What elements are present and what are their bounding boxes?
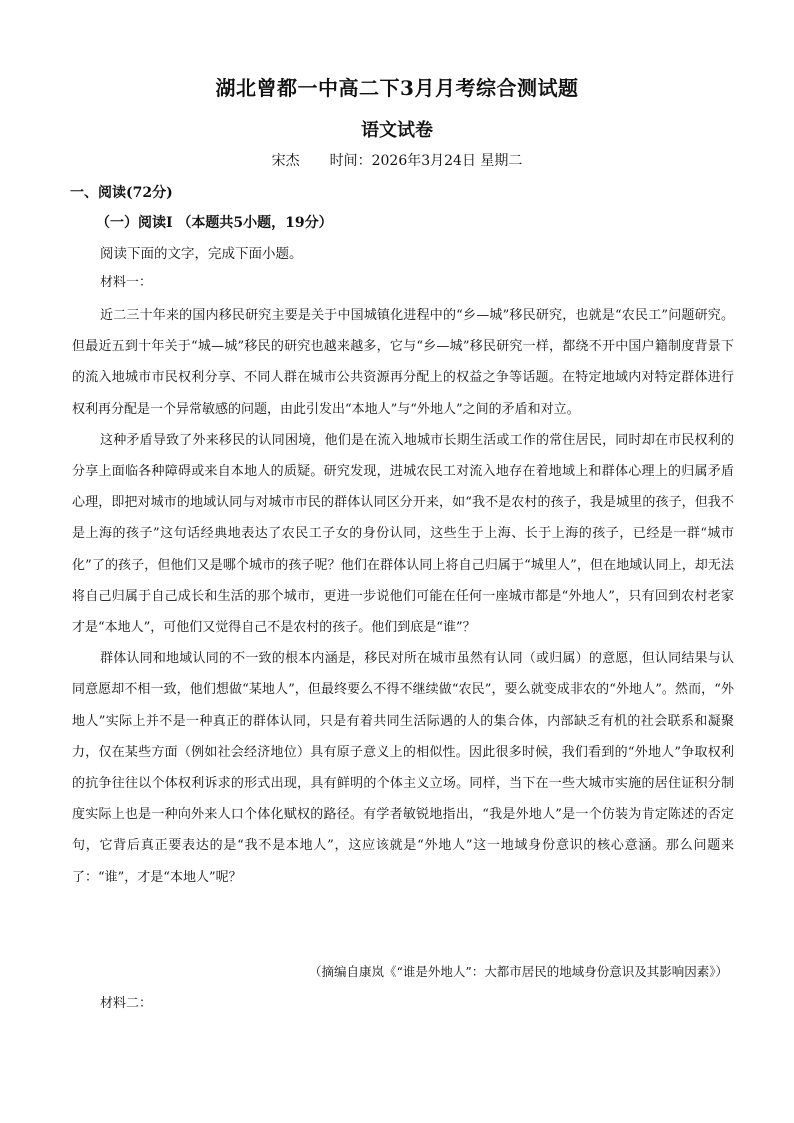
paragraph: 群体认同和地域认同的不一致的根本内涵是，移民对所在城市虽然有认同（或归属）的意愿，但认同结果与认同意愿却不相一致，他们想做“某地人”，但最终要么不得不继续做“农民”，要么就变成非农的“外地人”。然而，“外地人”实际上并不是一种真正的群体认同，只是有着共同生活际遇的人的集合体，内部缺乏有机的社会联系和凝聚力，仅在某些方面（例如社会经济地位）具有原子意义上的相似性。因此很多时候，我们看到的“外地人”争取权利的抗争往往以个体权利诉求的形式出现，具有鲜明的个体主义立场。同样，当下在一些大城市实施的居住证积分制度实际上也是一种向外来人口个体化赋权的路径。有学者敏锐地指出，“我是外地人”是一个仿装为肯定陈述的否定句，它背后真正要表达的是“我不是本地人”，这应该就是“外地人”这一地域身份意识的核心意涵。那么问题来了：“谁”，才是“本地人”呢？: [72, 651, 734, 885]
exam-meta: [0, 150, 794, 170]
source-citation: （摘编自康岚《“谁是外地人”：大都市居民的地域身份意识及其影响因素》）: [308, 964, 728, 979]
paragraph: 近二三十年来的国内移民研究主要是关于中国城镇化进程中的“乡—城”移民研究，也就是“农民工”问题研究。但最近五到十年关于“城—城”移民的研究也越来越多，它与“乡—城”移民研究一样，都绕不开中国户籍制度背景下的流入地城市市民权利分享、不同人群在城市公共资源再分配上的权益之争等话题。在特定地域内对特定群体进行权利再分配是一个异常敏感的问题，由此引发出“本地人”与“外地人”之间的矛盾和对立。: [72, 308, 734, 417]
exam-subtitle: 语文试卷: [361, 120, 433, 141]
material-one-label: 材料一：: [100, 275, 153, 290]
section-heading: 一、阅读(72分): [70, 185, 173, 201]
paragraph: 这种矛盾导致了外来移民的认同困境，他们是在流入地城市长期生活或工作的常住居民，同时却在市民权利的分享上面临各种障碍或来自本地人的质疑。研究发现，进城农民工对流入地存在着地域上和群体心理上的归属矛盾心理，即把对城市的地域认同与对城市市民的群体认同区分开来，如“我不是农村的孩子，我是城里的孩子，但我不是上海的孩子”这句话经典地表达了农民工子女的身份认同，这些生于上海、长于上海的孩子，已经是一群“城市化”了的孩子，但他们又是哪个城市的孩子呢？他们在群体认同上将自己归属于“城里人”，但在地域认同上，却无法将自己归属于自己成长和生活的那个城市，更进一步说他们可能在任何一座城市都是“外地人”，只有回到农村老家才是“本地人”，可他们又觉得自己不是农村的孩子。他们到底是“谁”？: [72, 432, 734, 636]
material-one-text: [72, 300, 734, 893]
exam-time: 时间：2026年3月24日 星期二: [329, 153, 523, 169]
material-two-label: 材料二：: [100, 996, 153, 1011]
exam-title: 湖北曾都一中高二下3月月考综合测试题: [215, 76, 579, 100]
reading-instruction: 阅读下面的文字，完成下面小题。: [100, 246, 303, 262]
subsection-heading: （一）阅读Ⅰ （本题共5小题，19分）: [96, 215, 333, 231]
author-name: 宋杰: [271, 153, 300, 169]
